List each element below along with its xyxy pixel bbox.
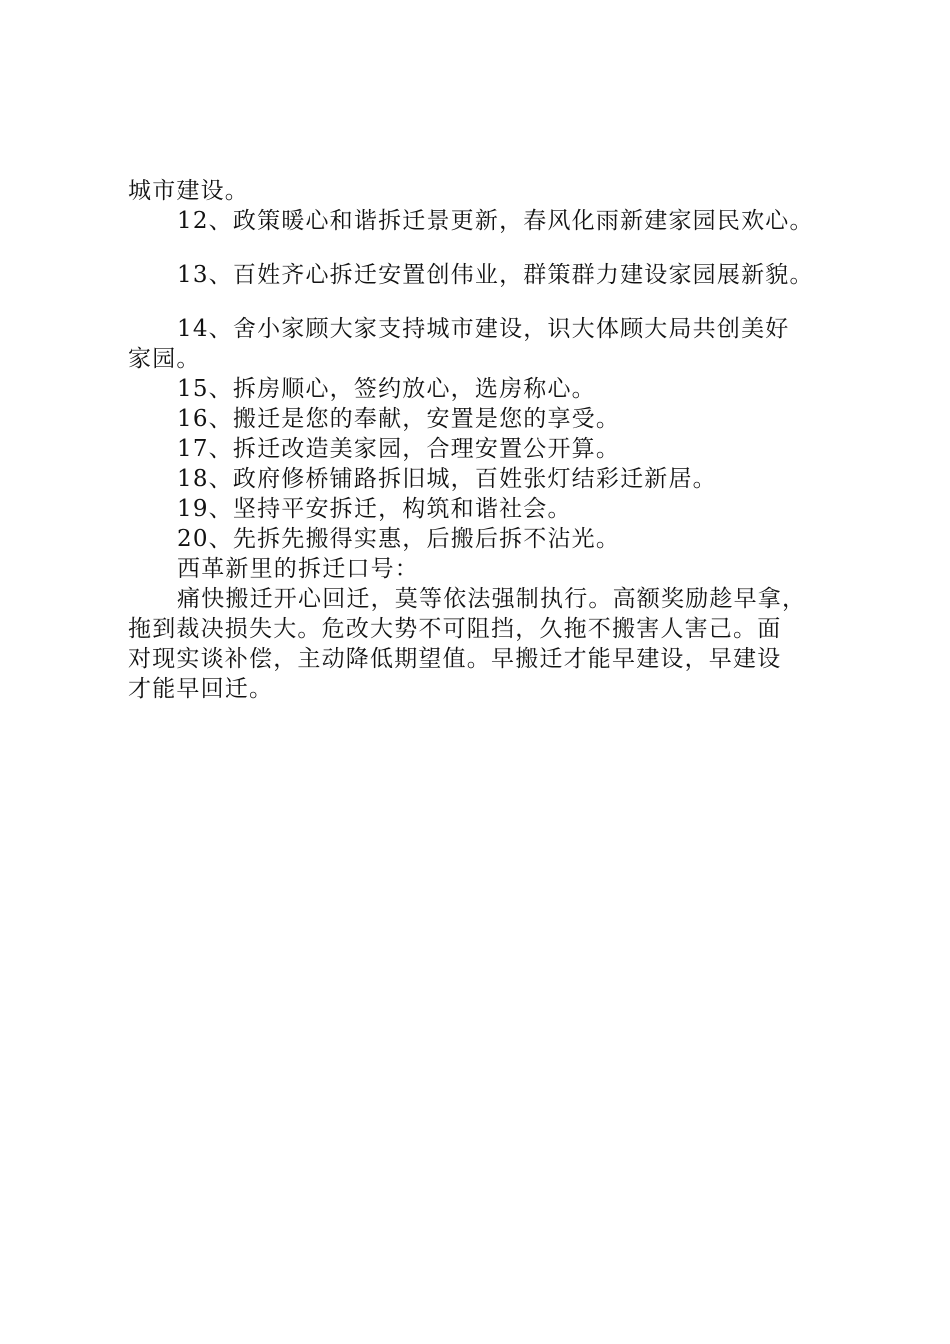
paragraph-line: 拖到裁决损失大。危改大势不可阻挡，久拖不搬害人害己。面 (128, 616, 782, 642)
text-line: 家园。 (128, 346, 201, 372)
slogan-item-19: 19、坚持平安拆迁，构筑和谐社会。 (177, 496, 572, 522)
document-body (128, 176, 848, 704)
slogan-item-16: 16、搬迁是您的奉献，安置是您的享受。 (177, 406, 621, 432)
slogan-item-18: 18、政府修桥铺路拆旧城，百姓张灯结彩迁新居。 (177, 466, 717, 492)
slogan-item-14: 14、舍小家顾大家支持城市建设，识大体顾大局共创美好 (177, 316, 790, 342)
paragraph-gap (128, 290, 848, 314)
paragraph-line: 对现实谈补偿，主动降低期望值。早搬迁才能早建设，早建设 (128, 646, 782, 672)
slogan-item-12: 12、政策暖心和谐拆迁景更新，春风化雨新建家园民欢心。 (177, 208, 814, 234)
slogan-item-15: 15、拆房顺心，签约放心，选房称心。 (177, 376, 596, 402)
paragraph-line: 才能早回迁。 (128, 676, 274, 702)
text-line: 城市建设。 (128, 178, 249, 204)
section-heading: 西革新里的拆迁口号： (177, 556, 419, 582)
slogan-item-20: 20、先拆先搬得实惠，后搬后拆不沾光。 (177, 526, 621, 552)
paragraph-gap (128, 236, 848, 260)
slogan-item-13: 13、百姓齐心拆迁安置创伟业，群策群力建设家园展新貌。 (177, 262, 814, 288)
paragraph-line: 痛快搬迁开心回迁，莫等依法强制执行。高额奖励趁早拿， (177, 586, 807, 612)
slogan-item-17: 17、拆迁改造美家园，合理安置公开算。 (177, 436, 621, 462)
